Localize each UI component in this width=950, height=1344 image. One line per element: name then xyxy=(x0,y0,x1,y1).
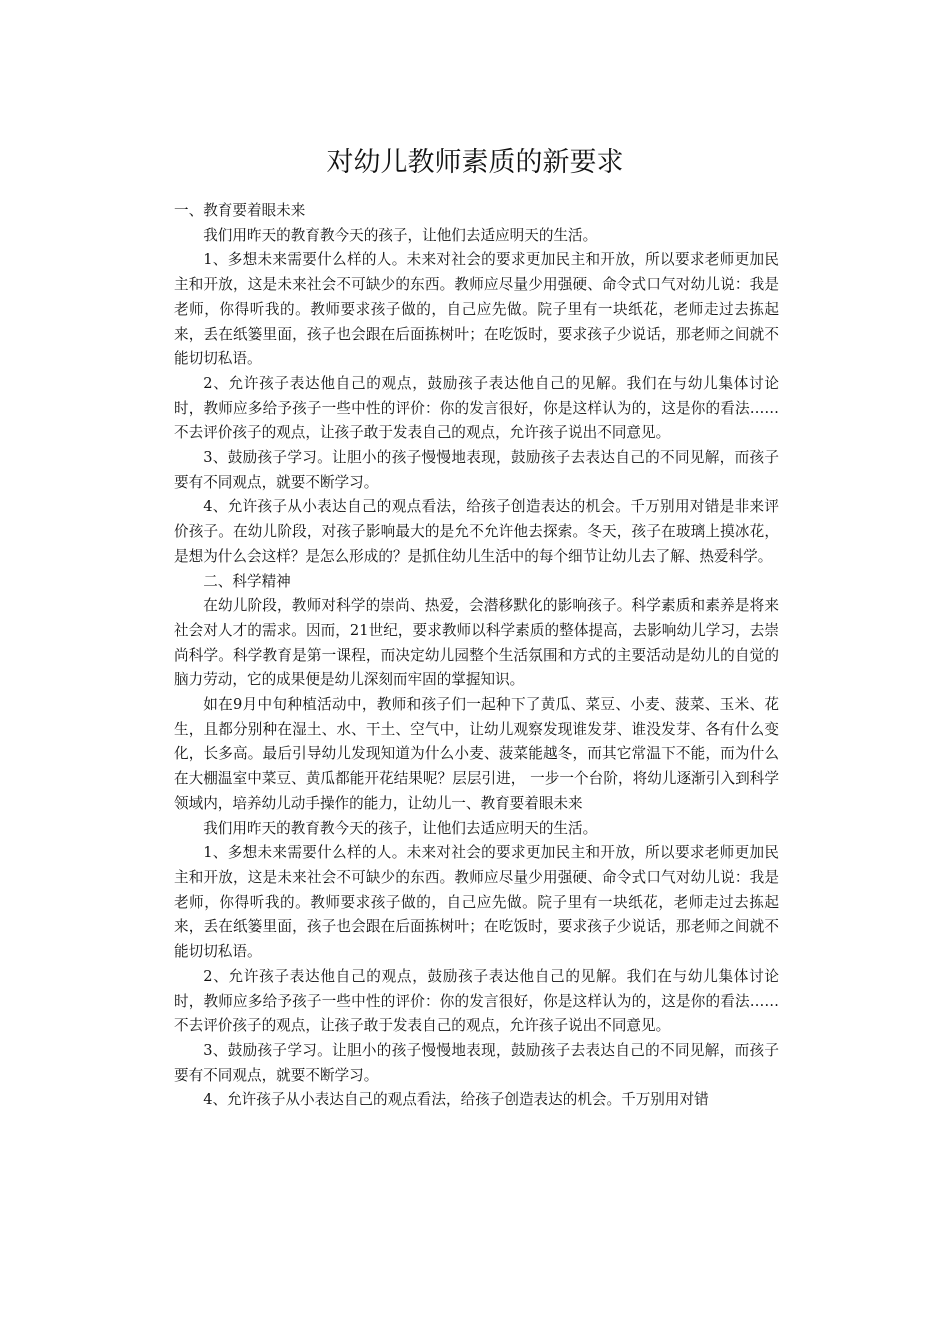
paragraph: 1、多想未来需要什么样的人。未来对社会的要求更加民主和开放，所以要求老师更加民主和开放，这是未来社会不可缺少的东西。教师应尽量少用强硬、命令式口气对幼儿说：我是老师，你得听我的。教师要求孩子做的，自己应先做。院子里有一块纸花，老师走过去拣起来，丢在纸篓里面，孩子也会跟在后面拣树叶；在吃饭时，要求孩子少说话，那老师之间就不能切切私语。 xyxy=(174,844,779,961)
paragraph: 4、允许孩子从小表达自己的观点看法，给孩子创造表达的机会。千万别用对错是非来评价孩子。在幼儿阶段，对孩子影响最大的是允不允许他去探索。冬天，孩子在玻璃上摸冰花，是想为什么会这样？是怎么形成的？是抓住幼儿生活中的每个细节让幼儿去了解、热爱科学。 xyxy=(174,498,779,565)
paragraph: 1、多想未来需要什么样的人。未来对社会的要求更加民主和开放，所以要求老师更加民主和开放，这是未来社会不可缺少的东西。教师应尽量少用强硬、命令式口气对幼儿说：我是老师，你得听我的。教师要求孩子做的，自己应先做。院子里有一块纸花，老师走过去拣起来，丢在纸篓里面，孩子也会跟在后面拣树叶；在吃饭时，要求孩子少说话，那老师之间就不能切切私语。 xyxy=(174,251,779,368)
paragraph: 在幼儿阶段，教师对科学的崇尚、热爱，会潜移默化的影响孩子。科学素质和素养是将来社会对人才的需求。因而，21世纪，要求教师以科学素质的整体提高，去影响幼儿学习，去崇尚科学。科学教育是第一课程，而决定幼儿园整个生活氛围和方式的主要活动是幼儿的自觉的脑力劳动，它的成果便是幼儿深刻而牢固的掌握知识。 xyxy=(174,597,779,689)
paragraph: 我们用昨天的教育教今天的孩子，让他们去适应明天的生活。 xyxy=(203,226,598,244)
paragraph: 4、允许孩子从小表达自己的观点看法，给孩子创造表达的机会。千万别用对错 xyxy=(203,1091,709,1109)
document-body xyxy=(174,199,779,1113)
paragraph: 我们用昨天的教育教今天的孩子，让他们去适应明天的生活。 xyxy=(203,819,598,837)
paragraph-section-heading-2: 二、科学精神 xyxy=(203,572,291,590)
paragraph-section-heading-1: 一、教育要着眼未来 xyxy=(174,202,306,219)
paragraph: 如在9月中旬种植活动中，教师和孩子们一起种下了黄瓜、菜豆、小麦、菠菜、玉米、花生，且都分别种在湿土、水、干土、空气中，让幼儿观察发现谁发芽、谁没发芽、各有什么变化，长多高。最后引导幼儿发现知道为什么小麦、菠菜能越冬，而其它常温下不能，而为什么在大棚温室中菜豆、黄瓜都能开花结果呢？层层引进， 一步一个台阶，将幼儿逐渐引入到科学领域内，培养幼儿动手操作的能力，让幼儿一、教育要着眼未来 xyxy=(174,696,779,812)
paragraph: 3、鼓励孩子学习。让胆小的孩子慢慢地表现，鼓励孩子去表达自己的不同见解，而孩子要有不同观点，就要不断学习。 xyxy=(174,1041,779,1084)
paragraph: 2、允许孩子表达他自己的观点，鼓励孩子表达他自己的见解。我们在与幼儿集体讨论时，教师应多给予孩子一些中性的评价：你的发言很好，你是这样认为的，这是你的看法……不去评价孩子的观点，让孩子敢于发表自己的观点，允许孩子说出不同意见。 xyxy=(174,967,779,1035)
paragraph: 3、鼓励孩子学习。让胆小的孩子慢慢地表现，鼓励孩子去表达自己的不同见解，而孩子要有不同观点，就要不断学习。 xyxy=(174,449,779,491)
paragraph: 2、允许孩子表达他自己的观点，鼓励孩子表达他自己的见解。我们在与幼儿集体讨论时，教师应多给予孩子一些中性的评价：你的发言很好，你是这样认为的，这是你的看法……不去评价孩子的观点，让孩子敢于发表自己的观点，允许孩子说出不同意见。 xyxy=(174,374,779,442)
document-title: 对幼儿教师素质的新要求 xyxy=(326,147,624,178)
